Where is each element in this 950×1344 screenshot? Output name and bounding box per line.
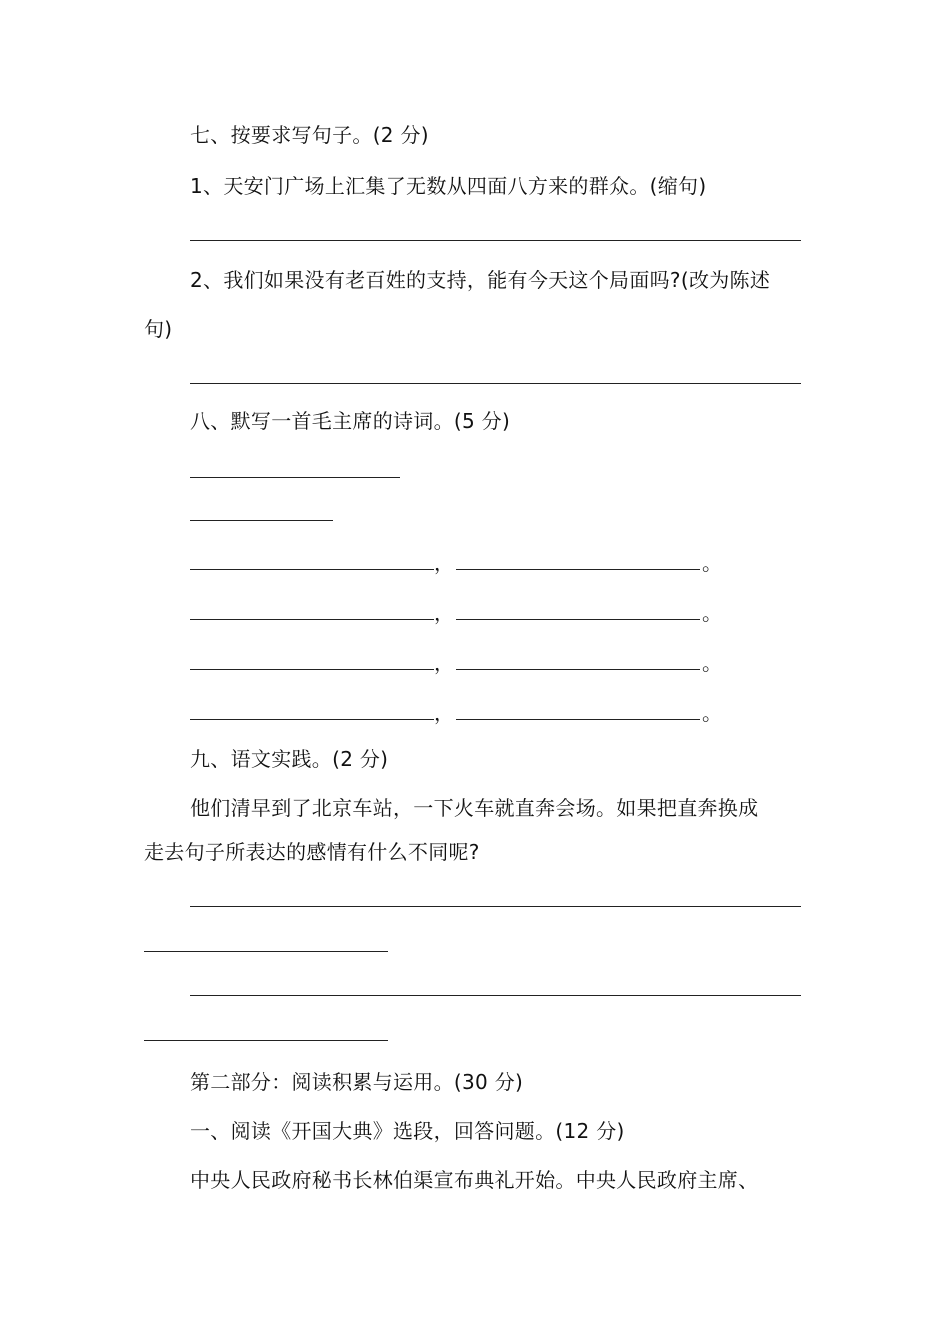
- comma-mark: ，: [434, 601, 454, 625]
- blank-line: [190, 619, 434, 620]
- period-mark: 。: [702, 551, 722, 575]
- section-9-prompt-line1: 他们清早到了北京车站，一下火车就直奔会场。如果把直奔换成: [190, 796, 759, 820]
- reading-question-1-title: 一、阅读《开国大典》选段，回答问题。(12 分): [190, 1119, 625, 1143]
- question-7-1: 1、天安门广场上汇集了无数从四面八方来的群众。(缩句): [190, 174, 707, 198]
- answer-line: [144, 1040, 388, 1041]
- blank-line: [456, 569, 700, 570]
- part-2-title: 第二部分：阅读积累与运用。(30 分): [190, 1070, 524, 1094]
- blank-line: [190, 569, 434, 570]
- section-9-title: 九、语文实践。(2 分): [190, 747, 389, 771]
- blank-line: [456, 619, 700, 620]
- poem-author-line: [190, 520, 333, 521]
- period-mark: 。: [702, 701, 722, 725]
- answer-line: [190, 906, 801, 907]
- period-mark: 。: [702, 651, 722, 675]
- section-7-title: 七、按要求写句子。(2 分): [190, 123, 429, 147]
- comma-mark: ，: [434, 701, 454, 725]
- question-7-2-line1: 2、我们如果没有老百姓的支持，能有今天这个局面吗?(改为陈述: [190, 268, 771, 292]
- answer-line: [190, 240, 801, 241]
- section-8-title: 八、默写一首毛主席的诗词。(5 分): [190, 409, 511, 433]
- blank-line: [190, 669, 434, 670]
- period-mark: 。: [702, 601, 722, 625]
- comma-mark: ，: [434, 651, 454, 675]
- blank-line: [456, 719, 700, 720]
- passage-line: 中央人民政府秘书长林伯渠宣布典礼开始。中央人民政府主席、: [190, 1168, 759, 1192]
- question-7-2-line2: 句): [144, 317, 173, 341]
- blank-line: [190, 719, 434, 720]
- poem-title-line: [190, 477, 400, 478]
- answer-line: [190, 383, 801, 384]
- section-9-prompt-line2: 走去句子所表达的感情有什么不同呢?: [144, 840, 480, 864]
- answer-line: [190, 995, 801, 996]
- blank-line: [456, 669, 700, 670]
- answer-line: [144, 951, 388, 952]
- comma-mark: ，: [434, 551, 454, 575]
